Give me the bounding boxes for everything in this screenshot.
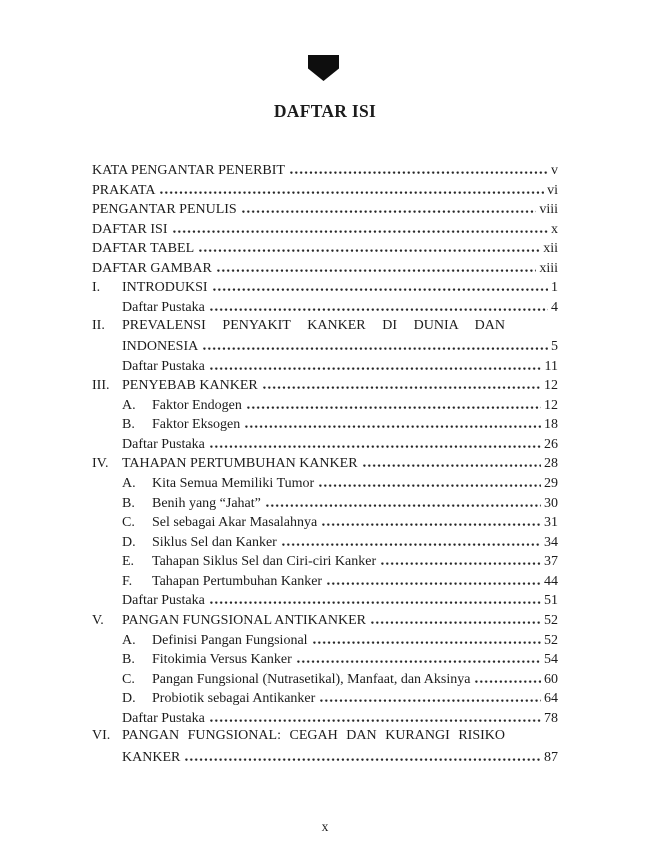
toc-row [92,474,558,494]
toc-entry-page: 5 [551,339,558,355]
toc-entry-label: PENGANTAR PENULIS [92,202,237,218]
toc-entry-page: 52 [544,612,558,628]
toc-row [92,533,558,553]
toc-entry-page: 12 [544,378,558,394]
toc-entry-label: Daftar Pustaka [122,358,205,374]
toc-entry-marker: V. [92,612,104,628]
toc-entry-label: Daftar Pustaka [122,436,205,452]
toc-entry-page: 11 [544,358,558,374]
toc-entry-page: 64 [544,691,558,707]
dot-leader-line [172,220,549,233]
toc-row [92,728,558,748]
toc-entry-label: Daftar Pustaka [122,710,205,726]
toc-entry-page: 78 [544,710,558,726]
toc-row [92,650,558,670]
toc-entry-label: PANGAN FUNGSIONAL: CEGAH DAN KURANGI RISIKO [122,728,505,744]
toc-entry-page: 28 [544,456,558,472]
toc-entry-marker: C. [122,671,135,687]
dot-leader-line [319,689,541,702]
toc-entry-page: 18 [544,417,558,433]
dot-leader-line [474,670,541,683]
toc-row [92,611,558,631]
toc-entry-page: 1 [551,280,558,296]
toc-entry-label: Daftar Pustaka [122,593,205,609]
toc-entry-label: PANGAN FUNGSIONAL ANTIKANKER [122,612,366,628]
toc-entry-label: DAFTAR ISI [92,221,168,237]
toc-entry-label-wrap: KANKER [122,749,181,765]
toc-row [92,337,558,357]
toc-row [92,298,558,318]
toc-entry-page: 31 [544,515,558,531]
dot-leader-line [246,396,541,409]
dot-leader-line [362,454,541,467]
toc-entry-marker: D. [122,534,136,550]
toc-entry-label-wrap: INDONESIA [122,339,199,355]
toc-entry-page: x [551,221,558,237]
toc-list [92,161,558,767]
dot-leader-line [216,259,536,272]
dot-leader-line [289,161,548,174]
toc-entry-label: Faktor Endogen [152,397,242,413]
toc-row [92,689,558,709]
toc-entry-label: DAFTAR GAMBAR [92,260,212,276]
toc-entry-page: 52 [544,632,558,648]
toc-entry-page: viii [539,202,558,218]
toc-entry-marker: D. [122,691,136,707]
toc-entry-page: 87 [544,749,558,765]
toc-entry-marker: A. [122,397,136,413]
toc-entry-marker: III. [92,378,110,394]
toc-entry-page: 51 [544,593,558,609]
toc-entry-page: xiii [539,260,558,276]
toc-entry-label: TAHAPAN PERTUMBUHAN KANKER [122,456,358,472]
toc-entry-label: Fitokimia Versus Kanker [152,652,292,668]
toc-row [92,572,558,592]
toc-row [92,357,558,377]
page-title: DAFTAR ISI [273,101,377,121]
dot-leader-line [312,631,541,644]
footer-page-number: x [321,819,329,834]
dot-leader-line [159,181,544,194]
toc-entry-marker: A. [122,476,136,491]
dot-leader-line [209,357,542,370]
toc-row [92,396,558,416]
dot-leader-line [262,376,541,389]
toc-entry-label: INTRODUKSI [122,280,208,296]
toc-entry-marker: B. [122,652,135,668]
dot-leader-line [212,278,548,291]
toc-row [92,318,558,338]
dot-leader-line [326,572,541,585]
toc-entry-page: 26 [544,436,558,452]
toc-row [92,181,558,201]
toc-entry-label: Faktor Eksogen [152,417,241,433]
toc-row [92,415,558,435]
toc-entry-page: 30 [544,495,558,511]
toc-entry-label: Probiotik sebagai Antikanker [152,691,316,707]
toc-entry-marker: I. [92,280,101,296]
toc-entry-page: v [551,163,558,178]
toc-row [92,494,558,514]
dot-leader-line [209,298,548,311]
toc-entry-label: Pangan Fungsional (Nutrasetikal), Manfaat, dan Aksinya [152,671,471,687]
toc-row [92,435,558,455]
dot-leader-line [318,474,541,487]
toc-entry-marker: C. [122,515,135,531]
dot-leader-line [281,533,541,546]
toc-row [92,239,558,259]
toc-entry-marker: II. [92,317,105,333]
dot-leader-line [321,513,541,526]
dot-leader-line [244,415,541,428]
dot-leader-line [380,552,541,565]
toc-row [92,376,558,396]
toc-entry-label: Tahapan Pertumbuhan Kanker [152,573,323,589]
dot-leader-line [198,239,540,252]
toc-entry-page: xii [543,241,558,257]
toc-row [92,200,558,220]
toc-row [92,278,558,298]
toc-entry-label: Tahapan Siklus Sel dan Ciri-ciri Kanker [152,554,377,570]
toc-entry-marker: B. [122,495,135,511]
toc-row [92,670,558,690]
toc-entry-page: 34 [544,534,558,550]
dot-leader-line [184,748,541,761]
toc-entry-page: 37 [544,554,558,570]
pentagon-ornament-icon [308,55,339,81]
toc-entry-label: Definisi Pangan Fungsional [152,632,308,648]
toc-entry-page: 60 [544,671,558,687]
dot-leader-line [241,200,537,213]
toc-entry-label: PRAKATA [92,182,156,198]
toc-entry-marker: F. [122,573,133,589]
dot-leader-line [209,709,541,722]
toc-row [92,161,558,181]
toc-entry-label: Daftar Pustaka [122,299,205,315]
toc-row [92,709,558,729]
toc-entry-label: Sel sebagai Akar Masalahnya [152,515,318,531]
toc-entry-label: Siklus Sel dan Kanker [152,534,277,550]
dot-leader-line [296,650,541,663]
toc-entry-label: KATA PENGANTAR PENERBIT [92,163,285,178]
toc-entry-label: PENYEBAB KANKER [122,378,258,394]
dot-leader-line [209,591,541,604]
toc-entry-page: 12 [544,397,558,413]
toc-entry-marker: E. [122,554,135,570]
dot-leader-line [265,494,541,507]
toc-row [92,552,558,572]
toc-entry-page: 4 [551,299,558,315]
toc-entry-page: 44 [544,573,558,589]
toc-entry-marker: IV. [92,456,109,472]
toc-row [92,631,558,651]
dot-leader-line [209,435,541,448]
toc-entry-label: Benih yang “Jahat” [152,495,261,511]
dot-leader-line [202,337,548,350]
toc-entry-page: 54 [544,652,558,668]
toc-entry-marker: B. [122,417,135,433]
toc-row [92,591,558,611]
dot-leader-line [370,611,541,624]
toc-entry-marker: VI. [92,728,111,744]
toc-row [92,513,558,533]
toc-row [92,259,558,279]
toc-entry-page: 29 [544,476,558,491]
toc-entry-marker: A. [122,632,136,648]
toc-row [92,454,558,474]
toc-entry-label: PREVALENSI PENYAKIT KANKER DI DUNIA DAN [122,317,505,333]
toc-entry-label: Kita Semua Memiliki Tumor [152,476,315,491]
toc-row [92,748,558,768]
toc-row [92,220,558,240]
toc-entry-page: vi [547,182,558,198]
toc-entry-label: DAFTAR TABEL [92,241,195,257]
